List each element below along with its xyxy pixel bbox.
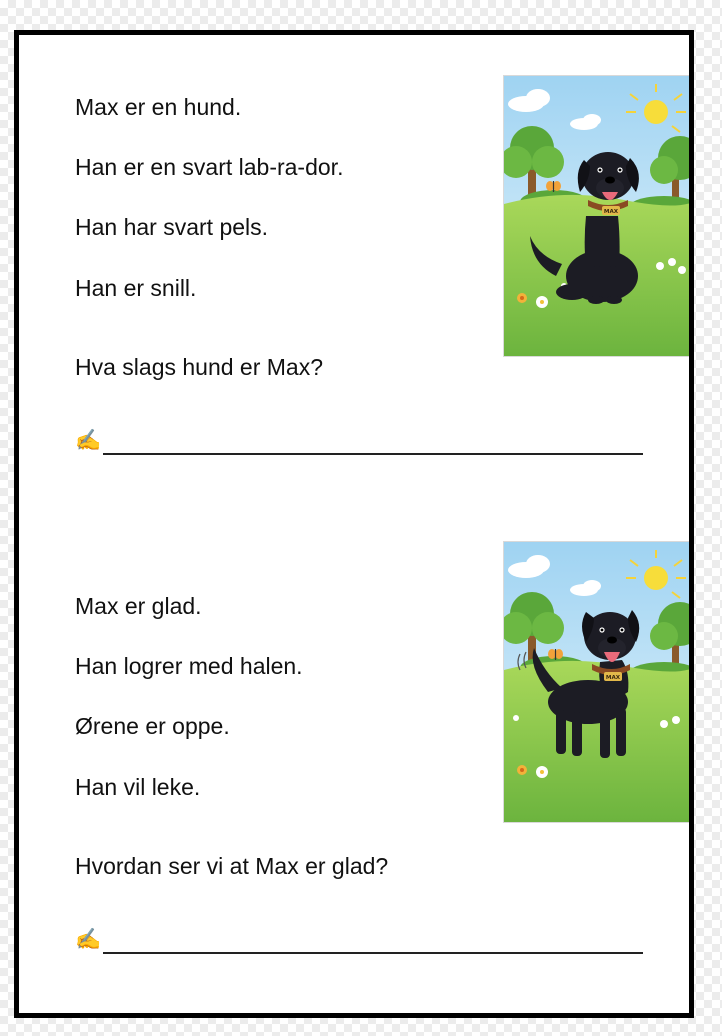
collar-tag-label: MAX	[605, 675, 621, 681]
sentence-8: Han vil leke.	[75, 774, 201, 800]
dog-sitting-image	[503, 75, 694, 357]
writing-hand-icon: ✍	[75, 429, 102, 452]
answer-line-1[interactable]	[75, 427, 643, 457]
dog-standing-image	[503, 541, 694, 823]
question-2: Hvordan ser vi at Max er glad?	[75, 853, 389, 879]
collar-tag-label: MAX	[603, 209, 619, 215]
answer-rule	[103, 952, 643, 954]
answer-line-2[interactable]	[75, 926, 643, 956]
question-1: Hva slags hund er Max?	[75, 354, 324, 380]
worksheet-page	[14, 30, 694, 1018]
sentence-6: Han logrer med halen.	[75, 653, 303, 679]
butterfly-icon	[546, 181, 561, 192]
sentence-4: Han er snill.	[75, 275, 197, 301]
sentence-1: Max er en hund.	[75, 94, 242, 120]
sentence-3: Han har svart pels.	[75, 214, 269, 240]
sentence-7: Ørene er oppe.	[75, 713, 230, 739]
answer-rule	[103, 453, 643, 455]
butterfly-icon	[548, 649, 563, 660]
sentence-2: Han er en svart lab-ra-dor.	[75, 154, 344, 180]
sentence-5: Max er glad.	[75, 593, 202, 619]
writing-hand-icon: ✍	[75, 928, 102, 951]
